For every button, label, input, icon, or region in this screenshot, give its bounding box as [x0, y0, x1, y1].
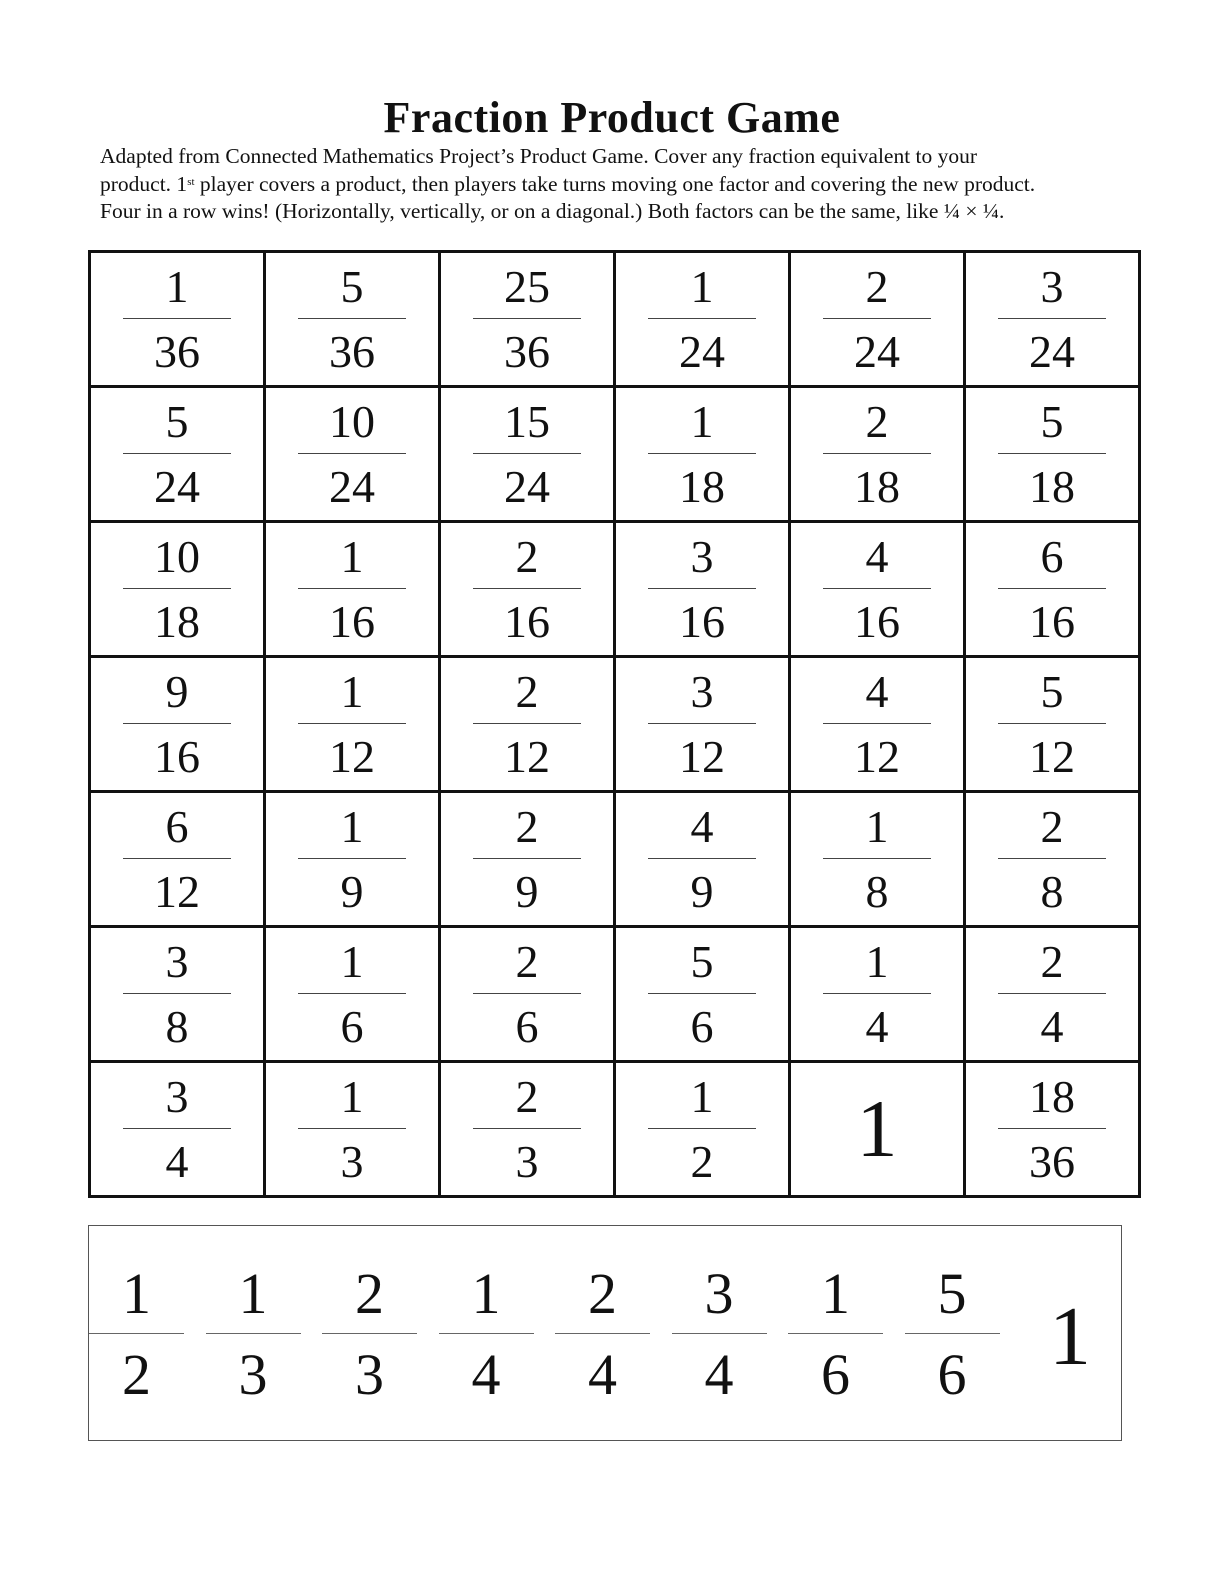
denominator: 18: [854, 460, 900, 512]
fraction-bar: [788, 1333, 883, 1334]
fraction: [473, 1070, 581, 1189]
numerator: 1: [340, 530, 364, 582]
denominator: 12: [329, 730, 375, 782]
denominator: 6: [821, 1342, 850, 1407]
fraction: [123, 395, 231, 514]
fraction: [823, 935, 931, 1054]
fraction-bar: [998, 1128, 1106, 1129]
board-cell[interactable]: [440, 927, 615, 1062]
numerator: 2: [515, 530, 539, 582]
fraction: [473, 395, 581, 514]
board-cell[interactable]: [90, 1062, 265, 1197]
fraction-bar: [555, 1333, 650, 1334]
fraction: [123, 800, 231, 919]
denominator: 12: [1029, 730, 1075, 782]
fraction-bar: [298, 318, 406, 319]
fraction-bar: [823, 993, 931, 994]
fraction: [298, 395, 406, 514]
board-cell[interactable]: [90, 387, 265, 522]
factor-whole-number[interactable]: 1: [1049, 1290, 1091, 1383]
board-cell[interactable]: [90, 927, 265, 1062]
board-row: [90, 252, 1140, 387]
fraction-bar: [998, 453, 1106, 454]
numerator: 10: [154, 530, 200, 582]
fraction-bar: [648, 723, 756, 724]
board-cell[interactable]: [965, 252, 1140, 387]
board-cell[interactable]: [265, 1062, 440, 1197]
numerator: 5: [937, 1261, 967, 1326]
denominator: 12: [504, 730, 550, 782]
board-cell[interactable]: [265, 927, 440, 1062]
board-cell[interactable]: [90, 657, 265, 792]
denominator: 16: [854, 595, 900, 647]
denominator: 18: [679, 460, 725, 512]
fraction: [648, 665, 756, 784]
board-cell[interactable]: [615, 657, 790, 792]
numerator: 2: [1040, 935, 1064, 987]
numerator: 4: [865, 530, 889, 582]
denominator: 16: [154, 730, 200, 782]
denominator: 16: [679, 595, 725, 647]
numerator: 3: [690, 665, 714, 717]
fraction-bar: [998, 318, 1106, 319]
fraction: [998, 935, 1106, 1054]
board-row: [90, 1062, 1140, 1197]
denominator: 8: [1040, 865, 1064, 917]
numerator: 2: [865, 395, 889, 447]
denominator: 24: [854, 325, 900, 377]
fraction: [298, 530, 406, 649]
numerator: 2: [515, 800, 539, 852]
fraction-bar: [473, 318, 581, 319]
fraction-bar: [298, 993, 406, 994]
fraction: [648, 1070, 756, 1189]
fraction-bar: [823, 723, 931, 724]
board-row: [90, 387, 1140, 522]
fraction: [998, 1070, 1106, 1189]
denominator: 16: [504, 595, 550, 647]
denominator: 6: [937, 1342, 967, 1407]
fraction: [998, 800, 1106, 919]
numerator: 6: [165, 800, 189, 852]
fraction-bar: [123, 723, 231, 724]
numerator: 2: [355, 1261, 384, 1326]
fraction-bar: [823, 318, 931, 319]
numerator: 3: [690, 530, 714, 582]
board-cell[interactable]: [965, 927, 1140, 1062]
fraction-bar: [648, 318, 756, 319]
fraction-bar: [89, 1333, 184, 1334]
fraction-bar: [648, 588, 756, 589]
numerator: 4: [865, 665, 889, 717]
numerator: 18: [1029, 1070, 1075, 1122]
fraction: [473, 935, 581, 1054]
numerator: 3: [165, 935, 189, 987]
numerator: 1: [340, 800, 364, 852]
numerator: 2: [588, 1261, 617, 1326]
fraction-bar: [473, 588, 581, 589]
board-row: [90, 522, 1140, 657]
fraction-bar: [298, 858, 406, 859]
board-cell[interactable]: [615, 522, 790, 657]
factor-fraction[interactable]: [439, 1262, 534, 1407]
board-row: [90, 927, 1140, 1062]
denominator: 8: [865, 865, 889, 917]
fraction: [298, 800, 406, 919]
board-cell[interactable]: [965, 657, 1140, 792]
denominator: 18: [1029, 460, 1075, 512]
fraction: [823, 665, 931, 784]
fraction-bar: [298, 453, 406, 454]
whole-number: 1: [856, 1083, 898, 1174]
board-cell[interactable]: [965, 522, 1140, 657]
fraction-bar: [298, 723, 406, 724]
board-cell[interactable]: [440, 792, 615, 927]
board-cell[interactable]: [790, 252, 965, 387]
instructions: [100, 143, 1140, 226]
denominator: 24: [1029, 325, 1075, 377]
board-row: [90, 657, 1140, 792]
factor-strip: [88, 1225, 1122, 1441]
fraction: [123, 665, 231, 784]
denominator: 16: [1029, 595, 1075, 647]
page-title: Fraction Product Game: [383, 93, 841, 142]
fraction-bar: [648, 1128, 756, 1129]
fraction: [298, 1070, 406, 1189]
denominator: 16: [329, 595, 375, 647]
fraction: [998, 395, 1106, 514]
denominator: 24: [154, 460, 200, 512]
board-cell[interactable]: [90, 252, 265, 387]
factor-fraction[interactable]: [89, 1262, 184, 1407]
board-cell[interactable]: [615, 1062, 790, 1197]
board-cell[interactable]: [440, 657, 615, 792]
fraction-bar: [998, 858, 1106, 859]
denominator: 4: [471, 1342, 501, 1407]
denominator: 18: [154, 595, 200, 647]
board-cell[interactable]: [790, 792, 965, 927]
fraction-bar: [473, 453, 581, 454]
numerator: 1: [122, 1261, 151, 1326]
factor-fraction[interactable]: [322, 1262, 417, 1407]
numerator: 1: [690, 260, 714, 312]
fraction-bar: [998, 993, 1106, 994]
board-cell[interactable]: [790, 1062, 965, 1197]
numerator: 2: [865, 260, 889, 312]
denominator: 24: [504, 460, 550, 512]
board-cell[interactable]: [790, 927, 965, 1062]
denominator: 24: [329, 460, 375, 512]
fraction: [298, 260, 406, 379]
fraction-bar: [298, 588, 406, 589]
board-cell[interactable]: [440, 387, 615, 522]
numerator: 6: [1040, 530, 1064, 582]
fraction: [298, 935, 406, 1054]
fraction-bar: [998, 723, 1106, 724]
denominator: 6: [690, 1000, 714, 1052]
factor-fraction[interactable]: [905, 1262, 1000, 1407]
numerator: 5: [165, 395, 189, 447]
fraction: [648, 530, 756, 649]
denominator: 3: [340, 1135, 364, 1187]
denominator: 4: [865, 1000, 889, 1052]
fraction: [298, 665, 406, 784]
numerator: 5: [340, 260, 364, 312]
fraction: [998, 260, 1106, 379]
numerator: 1: [471, 1261, 501, 1326]
board-cell[interactable]: [90, 792, 265, 927]
fraction: [823, 800, 931, 919]
fraction-bar: [823, 858, 931, 859]
fraction-bar: [473, 858, 581, 859]
instructions-line-1: Adapted from Connected Mathematics Project’s Product Game. Cover any fraction equivalent to your: [100, 144, 978, 168]
board-cell[interactable]: [265, 792, 440, 927]
fraction: [123, 935, 231, 1054]
board-cell[interactable]: [440, 1062, 615, 1197]
numerator: 2: [515, 665, 539, 717]
fraction-bar: [473, 723, 581, 724]
numerator: 1: [821, 1261, 850, 1326]
numerator: 5: [1040, 395, 1064, 447]
instructions-line-2: [100, 171, 1140, 199]
fraction: [123, 1070, 231, 1189]
fraction-bar: [123, 1128, 231, 1129]
board-cell[interactable]: [265, 252, 440, 387]
board-cell[interactable]: [790, 657, 965, 792]
board-cell[interactable]: [440, 522, 615, 657]
fraction: [823, 395, 931, 514]
denominator: 3: [355, 1342, 384, 1407]
numerator: 3: [1040, 260, 1064, 312]
fraction-bar: [439, 1333, 534, 1334]
denominator: 4: [1040, 1000, 1064, 1052]
fraction: [473, 800, 581, 919]
fraction: [123, 260, 231, 379]
denominator: 36: [329, 325, 375, 377]
denominator: 3: [515, 1135, 539, 1187]
factor-fraction[interactable]: [788, 1262, 883, 1407]
numerator: 1: [238, 1261, 268, 1326]
fraction-bar: [123, 858, 231, 859]
fraction: [648, 395, 756, 514]
board-cell[interactable]: [965, 387, 1140, 522]
fraction: [823, 530, 931, 649]
numerator: 9: [165, 665, 189, 717]
denominator: 12: [154, 865, 200, 917]
denominator: 4: [165, 1135, 189, 1187]
denominator: 36: [154, 325, 200, 377]
fraction-bar: [123, 993, 231, 994]
numerator: 1: [865, 935, 889, 987]
board-cell[interactable]: [615, 792, 790, 927]
board-cell[interactable]: [265, 522, 440, 657]
factor-fraction[interactable]: [555, 1262, 650, 1407]
fraction-bar: [123, 588, 231, 589]
denominator: 9: [515, 865, 539, 917]
instructions-line-2-end: player covers a product, then players take turns moving one factor and covering the new product.: [194, 171, 1036, 196]
board-cell[interactable]: [265, 387, 440, 522]
fraction-bar: [823, 453, 931, 454]
product-board: [88, 250, 1141, 1198]
board-cell[interactable]: [90, 522, 265, 657]
factor-fraction[interactable]: [206, 1262, 301, 1407]
numerator: 15: [504, 395, 550, 447]
fraction: [648, 800, 756, 919]
fraction-bar: [123, 318, 231, 319]
fraction: [648, 260, 756, 379]
numerator: 1: [865, 800, 889, 852]
numerator: 5: [1040, 665, 1064, 717]
instructions-line-2-start: product. 1: [100, 171, 188, 196]
fraction: [473, 530, 581, 649]
numerator: 1: [340, 665, 364, 717]
board-cell[interactable]: [965, 792, 1140, 927]
fraction-bar: [123, 453, 231, 454]
numerator: 4: [690, 800, 714, 852]
board-cell[interactable]: [615, 387, 790, 522]
numerator: 1: [165, 260, 189, 312]
fraction: [648, 935, 756, 1054]
fraction-bar: [905, 1333, 1000, 1334]
numerator: 1: [340, 935, 364, 987]
denominator: 12: [854, 730, 900, 782]
board-cell[interactable]: [615, 252, 790, 387]
fraction: [473, 260, 581, 379]
fraction-bar: [206, 1333, 301, 1334]
fraction: [823, 260, 931, 379]
denominator: 4: [704, 1342, 734, 1407]
denominator: 3: [238, 1342, 268, 1407]
numerator: 25: [504, 260, 550, 312]
board-cell[interactable]: [615, 927, 790, 1062]
denominator: 12: [679, 730, 725, 782]
denominator: 6: [340, 1000, 364, 1052]
numerator: 5: [690, 935, 714, 987]
denominator: 2: [690, 1135, 714, 1187]
fraction-bar: [648, 993, 756, 994]
board-row: [90, 792, 1140, 927]
numerator: 2: [515, 935, 539, 987]
board-cell[interactable]: [790, 522, 965, 657]
numerator: 3: [704, 1261, 734, 1326]
fraction-bar: [473, 1128, 581, 1129]
fraction-bar: [672, 1333, 767, 1334]
denominator: 6: [515, 1000, 539, 1052]
board-cell[interactable]: [440, 252, 615, 387]
denominator: 36: [504, 325, 550, 377]
denominator: 9: [340, 865, 364, 917]
ordinal-suffix: st: [187, 175, 195, 188]
fraction-bar: [648, 453, 756, 454]
fraction: [473, 665, 581, 784]
board-cell[interactable]: [790, 387, 965, 522]
board-cell[interactable]: [965, 1062, 1140, 1197]
factor-fraction[interactable]: [672, 1262, 767, 1407]
numerator: 2: [1040, 800, 1064, 852]
numerator: 2: [515, 1070, 539, 1122]
fraction-bar: [648, 858, 756, 859]
denominator: 9: [690, 865, 714, 917]
numerator: 3: [165, 1070, 189, 1122]
numerator: 1: [690, 395, 714, 447]
numerator: 1: [340, 1070, 364, 1122]
denominator: 8: [165, 1000, 189, 1052]
fraction-bar: [998, 588, 1106, 589]
denominator: 2: [122, 1342, 151, 1407]
instructions-line-3: Four in a row wins! (Horizontally, vertically, or on a diagonal.) Both factors can be the same, like ¼ × ¼.: [100, 199, 1005, 223]
fraction-bar: [473, 993, 581, 994]
fraction: [998, 530, 1106, 649]
fraction: [998, 665, 1106, 784]
fraction-bar: [298, 1128, 406, 1129]
numerator: 1: [690, 1070, 714, 1122]
board-cell[interactable]: [265, 657, 440, 792]
denominator: 4: [588, 1342, 617, 1407]
fraction: [123, 530, 231, 649]
fraction-bar: [823, 588, 931, 589]
denominator: 24: [679, 325, 725, 377]
denominator: 36: [1029, 1135, 1075, 1187]
fraction-bar: [322, 1333, 417, 1334]
numerator: 10: [329, 395, 375, 447]
